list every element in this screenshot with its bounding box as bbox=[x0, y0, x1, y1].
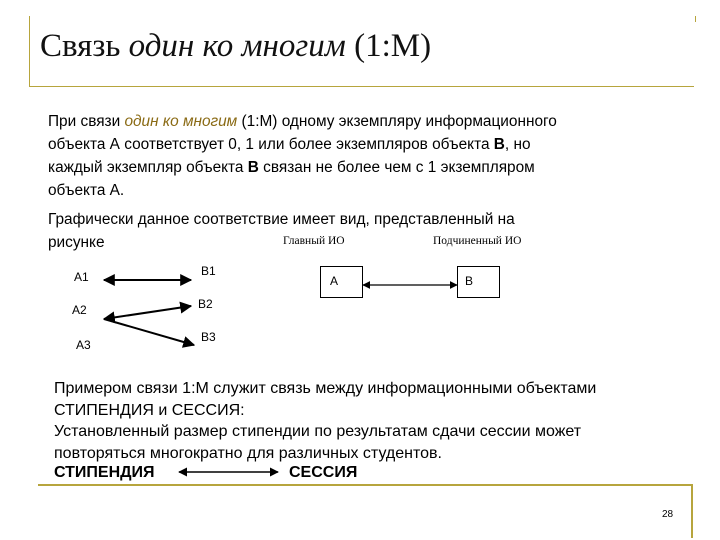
label-b3: В3 bbox=[201, 330, 216, 344]
entity-stipend: СТИПЕНДИЯ bbox=[54, 464, 155, 481]
arrow-a2-b3 bbox=[104, 319, 194, 345]
graphic-intro-paragraph: Графически данное соответствие имеет вид, представленный на рисунке bbox=[48, 211, 515, 251]
bottom-rule bbox=[38, 484, 692, 486]
label-a3: А3 bbox=[76, 338, 91, 352]
label-b2: В2 bbox=[198, 297, 213, 311]
label-b1: В1 bbox=[201, 264, 216, 278]
page-number: 28 bbox=[662, 509, 674, 520]
slide-title: Связь один ко многим (1:М) bbox=[40, 28, 432, 64]
subordinate-io-caption: Подчиненный ИО bbox=[433, 235, 522, 247]
main-io-caption: Главный ИО bbox=[283, 235, 345, 247]
definition-paragraph: При связи один ко многим (1:М) одному экземпляру информационного объекта А соответствует 0, 1 или более экземпляров объекта B, но каждый экземпляр объекта B связан не более чем с 1 экземпляром объекта А. bbox=[48, 113, 557, 199]
label-a2: А2 bbox=[72, 303, 87, 317]
right-rule bbox=[691, 484, 693, 538]
box-b: В bbox=[457, 266, 500, 298]
entity-session: СЕССИЯ bbox=[289, 464, 358, 481]
box-a: А bbox=[320, 266, 363, 298]
arrow-a2-b2 bbox=[104, 306, 191, 319]
example-paragraph: Примером связи 1:М служит связь между информационными объектами СТИПЕНДИЯ и СЕССИЯ: Установленный размер стипендии по результатам сдачи сессии может повторяться многократно для различных студентов. bbox=[54, 380, 597, 462]
label-a1: А1 bbox=[74, 270, 89, 284]
